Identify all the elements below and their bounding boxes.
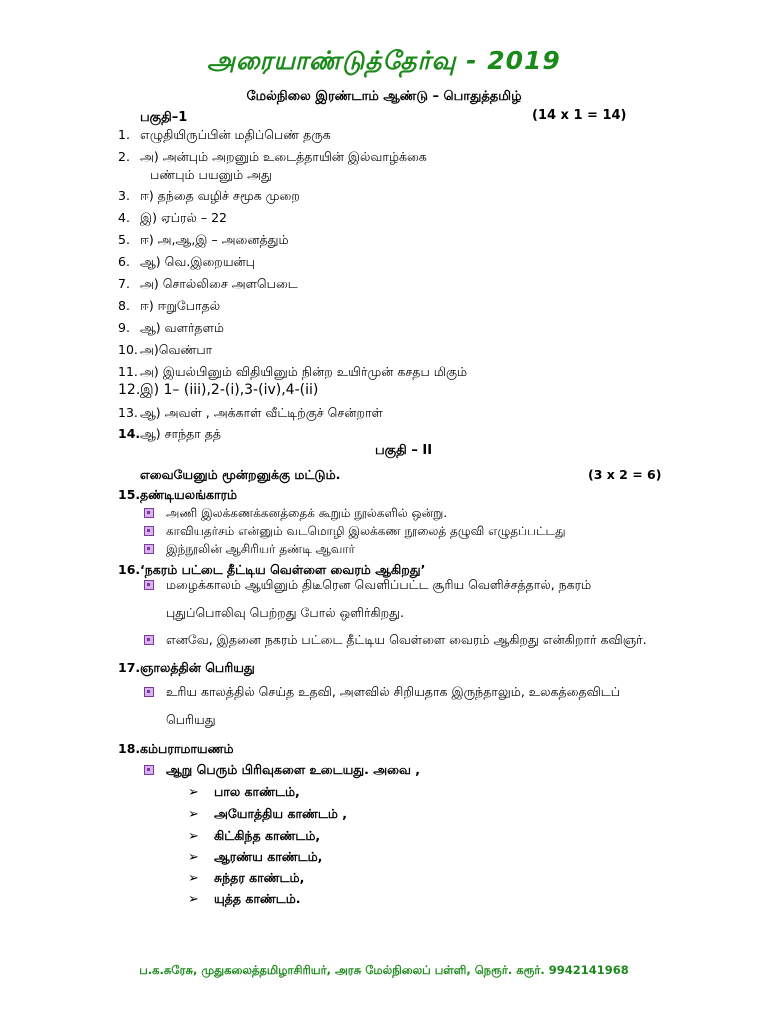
answer-number: 5. [118,232,130,247]
answer-6 [118,254,255,271]
q16-bullet-1-continued: புதுப்பொலிவு பெற்றது போல் ஒளிர்கிறது. [166,605,404,620]
arrow-bullet-icon: ➢ [188,807,199,822]
part2-marks: (3 x 2 = 6) [588,467,662,482]
square-bullet-icon [144,544,154,554]
arrow-bullet-icon: ➢ [188,892,199,907]
answer-9 [118,320,224,337]
part2-instruction: எவையேனும் மூன்றனுக்கு மட்டும். [140,467,341,482]
answer-7 [118,276,298,293]
answer-text: அ)வெண்பா [140,342,213,357]
answer-text: ஈ) தந்தை வழிச் சமூக முறை [140,188,300,203]
question-17 [118,660,255,677]
answer-number: 4. [118,210,130,225]
q16-bullet-2: எனவே, இதனை நகரம் பட்டை தீட்டிய வெள்ளை வைரம் ஆகிறது என்கிறார் கவிஞர். [144,632,647,649]
answer-number: 8. [118,298,130,313]
answer-text: ஈ) ஈறுபோதல் [140,298,221,313]
arrow-bullet-icon: ➢ [188,829,199,844]
question-title: ‘நகரம் பட்டை தீட்டிய வெள்ளை வைரம் ஆகிறது’ [140,562,426,577]
answer-14 [118,426,221,443]
square-bullet-icon [144,687,154,697]
part1-marks: (14 x 1 = 14) [532,108,627,123]
q18-item-4: ➢ ஆரண்ய காண்டம், [188,849,323,865]
page-subtitle: மேல்நிலை இரண்டாம் ஆண்டு – பொதுத்தமிழ் [246,89,522,104]
answer-text: அ) அன்பும் அறனும் உடைத்தாயின் இல்வாழ்க்கை [140,149,427,164]
answer-13 [118,405,383,422]
q16-bullet-1: மழைக்காலம் ஆயினும் திடீரென வெளிப்பட்ட சூரிய வெளிச்சத்தால், நகரம் [144,577,591,594]
answer-text: அ) இயல்பினும் விதியினும் நின்ற உயிர்முன் கசதப மிகும் [140,364,468,379]
part1-title: பகுதி–1 [140,110,188,125]
answer-number: 7. [118,276,130,291]
answer-text: ஆ) வளர்தளம் [140,320,224,335]
answer-number: 12. [118,382,141,398]
answer-5 [118,232,289,249]
page-title: அரையாண்டுத்தேர்வு - 2019 [207,46,561,75]
answer-number: 10. [118,342,138,357]
answer-number: 6. [118,254,130,269]
q17-bullet-1-continued: பெரியது [166,712,216,727]
answer-2-continued: பண்பும் பயனும் அது [150,167,272,182]
answer-number: 2. [118,149,130,164]
q17-bullet-1: உரிய காலத்தில் செய்த உதவி, அளவில் சிறியதாக இருந்தாலும், உலகத்தைவிடப் [144,684,620,701]
square-bullet-icon [144,526,154,536]
square-bullet-icon [144,765,154,775]
answer-8 [118,298,220,315]
answer-text: ஆ) சாந்தா தத் [140,426,222,441]
square-bullet-icon [144,635,154,645]
answer-4 [118,210,227,227]
q18-intro: ஆறு பெரும் பிரிவுகளை உடையது. அவை , [144,762,420,779]
question-number: 16. [118,562,141,577]
answer-number: 3. [118,188,130,203]
answer-number: 1. [118,127,130,142]
question-15 [118,487,237,504]
arrow-bullet-icon: ➢ [188,850,199,865]
q18-item-1: ➢ பால காண்டம், [188,784,300,800]
question-title: கம்பராமாயணம் [140,741,234,756]
answer-text: ஆ) வெ.இறையன்பு [140,254,255,269]
q18-item-5: ➢ சுந்தர காண்டம், [188,870,305,886]
answer-1 [118,127,331,144]
q18-item-3: ➢ கிட்கிந்த காண்டம், [188,828,321,844]
q15-bullet-3: இந்நூலின் ஆசிரியர் தண்டி ஆவார் [144,542,355,558]
answer-3 [118,188,300,205]
page-footer: ப.க.சுரேசு, முதுகலைத்தமிழாசிரியர், அரசு மேல்நிலைப் பள்ளி, நெரூர். கரூர். 9942141968 [139,963,629,977]
answer-text: இ) ஏப்ரல் – 22 [140,210,227,225]
question-number: 18. [118,741,141,756]
q15-bullet-1: அணி இலக்கணக்கனத்தைக் கூறும் நூல்களில் ஒன்று. [144,506,447,522]
square-bullet-icon [144,508,154,518]
answer-2 [118,149,427,166]
question-18 [118,741,234,758]
q18-item-2: ➢ அயோத்திய காண்டம் , [188,806,348,822]
answer-10 [118,342,212,359]
answer-number: 13. [118,405,138,420]
question-number: 17. [118,660,141,675]
answer-text: ஆ) அவள் , அக்காள் வீட்டிற்குச் சென்றாள் [140,405,383,420]
answer-number: 11. [118,364,138,379]
answer-number: 9. [118,320,130,335]
square-bullet-icon [144,580,154,590]
arrow-bullet-icon: ➢ [188,785,199,800]
answer-text: எழுதியிருப்பின் மதிப்பெண் தருக [140,127,331,142]
part2-title: பகுதி – II [375,443,433,458]
answer-text: அ) சொல்லிசை அளபெடை [140,276,298,291]
answer-11 [118,364,467,381]
answer-text: இ) 1– (iii),2-(i),3-(iv),4-(ii) [140,382,319,398]
answer-12 [118,382,318,400]
q15-bullet-2: காவியதர்சம் என்னும் வடமொழி இலக்கண நூலைத் தழுவி எழுதப்பட்டது [144,524,566,540]
q18-item-6: ➢ யுத்த காண்டம். [188,891,301,907]
answer-text: ஈ) அ,ஆ,இ – அனைத்தும் [140,232,289,247]
question-title: ஞாலத்தின் பெரியது [140,660,255,675]
arrow-bullet-icon: ➢ [188,871,199,886]
answer-number: 14. [118,426,141,441]
question-title: தண்டியலங்காரம் [140,487,238,502]
question-number: 15. [118,487,141,502]
